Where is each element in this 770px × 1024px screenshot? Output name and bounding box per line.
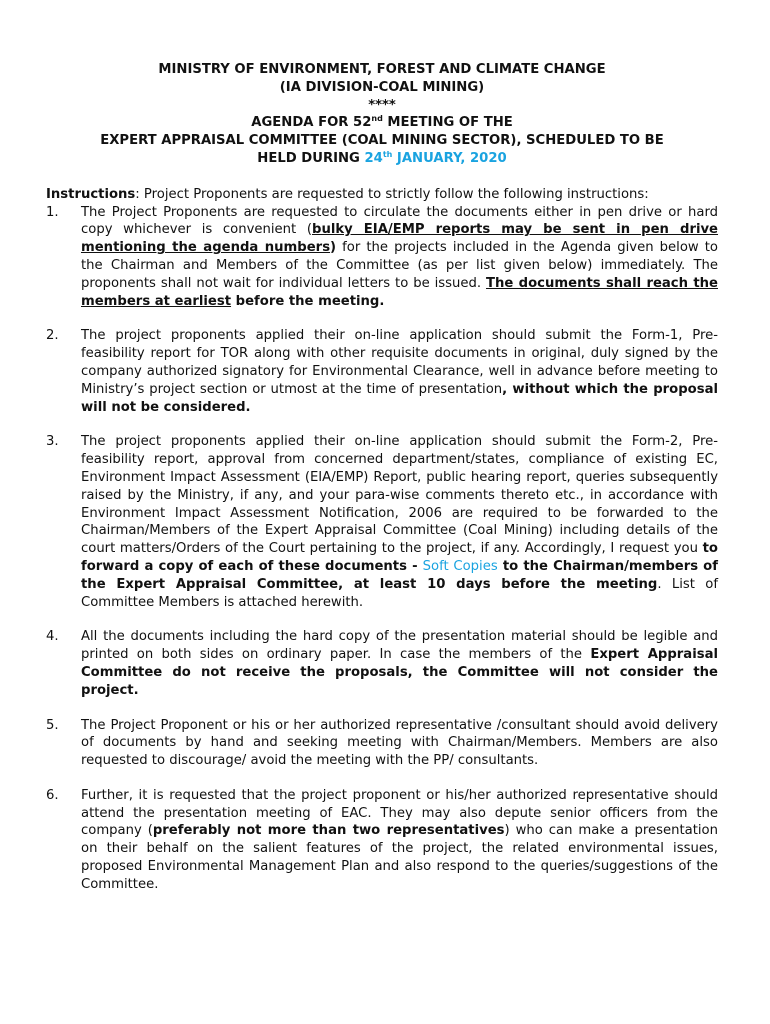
meeting-date-pre: HELD DURING [257, 150, 365, 166]
item-number: 1. [46, 204, 59, 220]
emphasis-underlined: bulky EIA/EMP reports may be sent in pen drive mentioning the agenda numbers [81, 222, 719, 256]
instructions-text: : Project Proponents are requested to strictly follow the following instructions: [135, 186, 649, 202]
emphasis-bold: Expert Appraisal Committee do not receive the proposals, the Committee will not consider the project. [81, 647, 718, 698]
ministry-title: MINISTRY OF ENVIRONMENT, FOREST AND CLIMATE CHANGE [158, 62, 606, 77]
item-number: 6. [46, 787, 59, 803]
meeting-date-line [46, 150, 718, 168]
separator-stars: **** [368, 97, 396, 113]
item-number: 4. [46, 629, 59, 645]
instruction-item-3 [46, 433, 718, 611]
agenda-title-post: MEETING OF THE [382, 115, 513, 131]
division-title: (IA DIVISION-COAL MINING) [279, 79, 485, 95]
instructions-label: Instructions [46, 186, 136, 202]
agenda-ordinal: nd [371, 114, 383, 124]
soft-copies-highlight: Soft Copies [422, 558, 498, 574]
item-number: 3. [46, 434, 59, 450]
meeting-date: 24th JANUARY, 2020 [364, 149, 507, 166]
item-text: The project proponents applied their on-line application should submit the Form-1, Pre-feasibility report for TOR along with other requisite documents in original, duly signed by the company authorized signatory for Environmental Clearance, well in advance before meeting to Ministry’s project section or utmost at the time of presentation, without which the proposal will not be considered. [81, 328, 718, 415]
emphasis-bold: preferably not more than two representatives [152, 823, 505, 839]
emphasis-bold: , without which the proposal will not be considered. [81, 381, 718, 415]
committee-title: EXPERT APPRAISAL COMMITTEE (COAL MINING SECTOR), SCHEDULED TO BE [100, 133, 664, 149]
item-number: 2. [46, 328, 59, 344]
instruction-item-6 [46, 787, 718, 894]
document-header [46, 61, 718, 168]
emphasis-underlined: The documents shall reach the members at earliest [81, 275, 718, 309]
item-text: The Project Proponents are requested to circulate the documents either in pen drive or hard copy whichever is convenient (bulky EIA/EMP reports may be sent in pen drive mentioning the agenda numbers) for the projects included in the Agenda given below to the Chairman and Members of the Committee (as per list given below) immediately. The proponents shall not wait for individual letters to be issued. The documents shall reach the members at earliest before the meeting. [81, 204, 719, 309]
instructions-intro [46, 186, 718, 204]
instruction-item-1 [46, 204, 718, 311]
item-text: All the documents including the hard copy of the presentation material should be legible and printed on both sides on ordinary paper. In case the members of the Expert Appraisal Committee do not receive the proposals, the Committee will not consider the project. [81, 629, 718, 698]
agenda-title [46, 114, 718, 132]
instruction-item-4 [46, 628, 718, 699]
item-text: The project proponents applied their on-line application should submit the Form-2, Pre-feasibility report, approval from concerned department/states, compliance of existing EC, Environment Impact Assessment (EIA/EMP) Report, public hearing report, queries subsequently raised by the Ministry, if any, and your para-wise comments thereto etc., in accordance with Environment Impact Assessment Notification, 2006 are required to be forwarded to the Chairman/Members of the Expert Appraisal Committee (Coal Mining) including details of the court matters/Orders of the Court pertaining to the project, if any. Accordingly, I request you to forward a copy of each of these documents - Soft Copies to the Chairman/members of the Expert Appraisal Committee, at least 10 days before the meeting. List of Committee Members is attached herewith. [81, 434, 718, 610]
agenda-title-pre: AGENDA FOR 52 [251, 115, 372, 131]
instruction-item-2 [46, 327, 718, 416]
item-number: 5. [46, 717, 59, 733]
instruction-item-5 [46, 717, 718, 770]
item-text: Further, it is requested that the project proponent or his/her authorized representative should attend the presentation meeting of EAC. They may also depute senior officers from the company (preferably not more than two representatives) who can make a presentation on their behalf on the salient features of the project, the related environmental issues, proposed Environmental Management Plan and also respond to the queries/suggestions of the Committee. [81, 787, 718, 892]
item-text: The Project Proponent or his or her authorized representative /consultant should avoid delivery of documents by hand and seeking meeting with Chairman/Members. Members are also requested to discourage/ avoid the meeting with the PP/ consultants. [81, 717, 718, 769]
